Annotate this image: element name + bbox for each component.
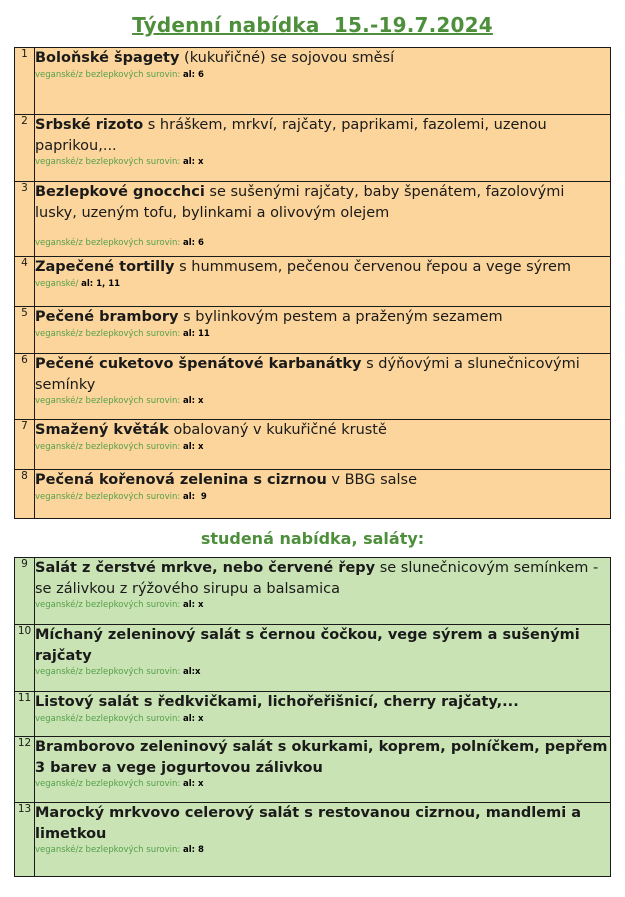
allergen-value: al:x — [182, 667, 201, 678]
allergen-value: al: 1, 11 — [81, 278, 121, 289]
menu-row — [15, 48, 611, 115]
allergen-value: al: x — [182, 396, 204, 407]
dish-description: se slunečnicovým semínkem - se zálivkou z rýžového sirupu a balsamica — [35, 560, 599, 597]
dish-description: se sušenými rajčaty, baby špenátem, fazolovými lusky, uzeným tofu, bylinkami a olivovým olejem — [35, 184, 565, 221]
dish-title: Pečená kořenová zelenina s cizrnou — [35, 472, 327, 488]
dish-title: Smažený květák — [35, 422, 169, 438]
vegan-label: veganské/z bezlepkových surovin: — [35, 779, 181, 790]
vegan-label: veganské/z bezlepkových surovin: — [35, 328, 181, 339]
dish-title: Bramborovo zeleninový salát s okurkami, koprem, polníčkem, pepřem 3 barev a vege jogurtovou zálivkou — [35, 739, 608, 776]
row-number: 12 — [15, 737, 35, 803]
dish-description: s hráškem, mrkví, rajčaty, paprikami, fazolemi, uzenou paprikou,... — [35, 117, 547, 154]
vegan-label: veganské/z bezlepkových surovin: — [35, 600, 181, 611]
row-number: 13 — [15, 803, 35, 877]
dish-title: Míchaný zeleninový salát s černou čočkou, vege sýrem a sušenými rajčaty — [35, 627, 580, 664]
row-number: 7 — [15, 420, 35, 470]
vegan-label: veganské/z bezlepkových surovin: — [35, 845, 181, 856]
row-number: 4 — [15, 257, 35, 307]
row-number: 8 — [15, 470, 35, 519]
allergen-value: al: 9 — [182, 491, 207, 502]
row-number: 9 — [15, 558, 35, 625]
row-number: 11 — [15, 692, 35, 737]
dish-description: obalovaný v kukuřičné krustě — [173, 422, 387, 438]
menu-row — [15, 257, 611, 307]
menu-row — [15, 420, 611, 470]
dish-title: Boloňské špagety — [35, 50, 180, 66]
menu-row — [15, 470, 611, 519]
vegan-label: veganské/z bezlepkových surovin: — [35, 491, 181, 502]
menu-row — [15, 625, 611, 692]
allergen-value: al: 8 — [182, 845, 204, 856]
menu-row — [15, 803, 611, 877]
cold-menu-table — [14, 557, 611, 877]
dish-title: Pečené brambory — [35, 309, 179, 325]
row-number: 5 — [15, 307, 35, 354]
row-number: 1 — [15, 48, 35, 115]
vegan-label: veganské/z bezlepkových surovin: — [35, 441, 181, 452]
allergen-value: al: x — [182, 713, 204, 724]
dish-title: Salát z čerstvé mrkve, nebo červené řepy — [35, 560, 376, 576]
page-title: Týdenní nabídka 15.-19.7.2024 — [132, 13, 493, 37]
dish-title: Pečené cuketovo špenátové karbanátky — [35, 356, 362, 372]
menu-row — [15, 354, 611, 420]
hot-menu-table — [14, 47, 611, 519]
allergen-value: al: 11 — [182, 328, 210, 339]
allergen-value: al: 6 — [182, 69, 204, 80]
vegan-label: veganské/z bezlepkových surovin: — [35, 667, 181, 678]
allergen-value: al: x — [182, 600, 204, 611]
menu-row — [15, 737, 611, 803]
menu-row — [15, 558, 611, 625]
allergen-value: al: x — [182, 779, 204, 790]
vegan-label: veganské/z bezlepkových surovin: — [35, 238, 181, 249]
dish-description: s dýňovými a slunečnicovými semínky — [35, 356, 580, 393]
vegan-label: veganské/z bezlepkových surovin: — [35, 69, 181, 80]
vegan-label: veganské/ — [35, 278, 79, 289]
vegan-label: veganské/z bezlepkových surovin: — [35, 396, 181, 407]
allergen-value: al: 6 — [182, 238, 204, 249]
dish-description: (kukuřičné) se sojovou směsí — [184, 50, 395, 66]
menu-row — [15, 307, 611, 354]
dish-title: Marocký mrkvovo celerový salát s restovanou cizrnou, mandlemi a limetkou — [35, 805, 582, 842]
menu-row — [15, 115, 611, 182]
vegan-label: veganské/z bezlepkových surovin: — [35, 157, 181, 168]
menu-row — [15, 692, 611, 737]
row-number: 6 — [15, 354, 35, 420]
allergen-value: al: x — [182, 441, 204, 452]
allergen-value: al: x — [182, 157, 204, 168]
dish-description: s bylinkovým pestem a praženým sezamem — [183, 309, 503, 325]
row-number: 3 — [15, 182, 35, 257]
cold-menu-heading: studená nabídka, saláty: — [200, 529, 425, 548]
dish-title: Bezlepkové gnocchci — [35, 184, 205, 200]
dish-title: Zapečené tortilly — [35, 259, 175, 275]
dish-title: Srbské rizoto — [35, 117, 144, 133]
row-number: 10 — [15, 625, 35, 692]
menu-row — [15, 182, 611, 257]
dish-title: Listový salát s ředkvičkami, lichořeřišnicí, cherry rajčaty,... — [35, 694, 519, 710]
dish-description: s hummusem, pečenou červenou řepou a vege sýrem — [179, 259, 571, 275]
row-number: 2 — [15, 115, 35, 182]
vegan-label: veganské/z bezlepkových surovin: — [35, 713, 181, 724]
dish-description: v BBG salse — [331, 472, 418, 488]
